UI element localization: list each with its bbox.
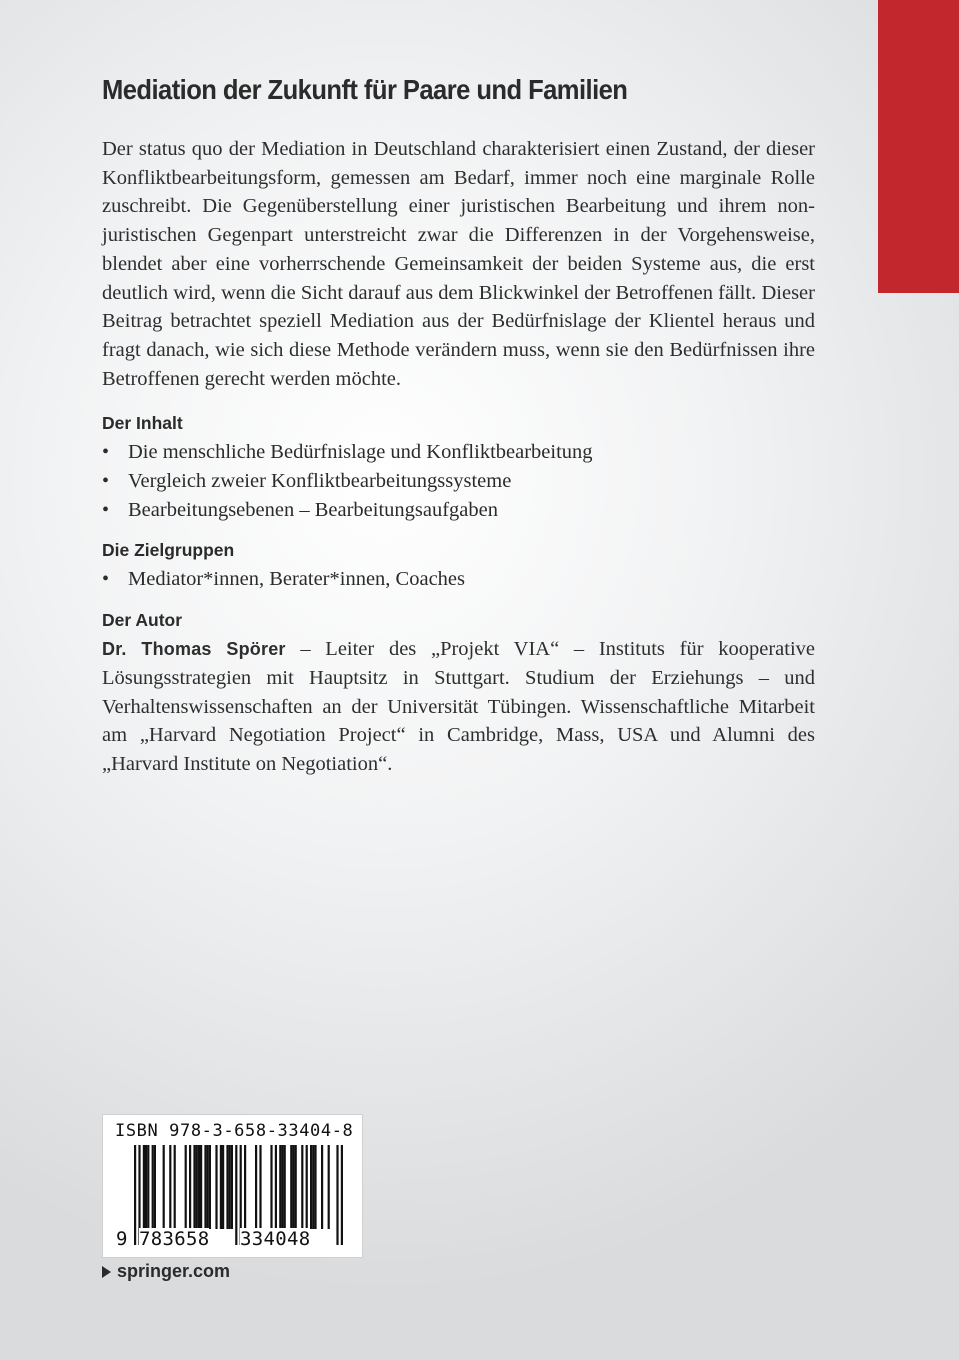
barcode-bar	[215, 1145, 217, 1229]
barcode-bar	[198, 1145, 200, 1229]
ean-left-group: 783658	[139, 1228, 210, 1250]
barcode-bar	[174, 1145, 176, 1229]
book-title: Mediation der Zukunft für Paare und Familien	[102, 74, 628, 105]
barcode-bar	[301, 1145, 303, 1229]
author-bio	[102, 635, 815, 779]
author-name: Dr. Thomas Spörer	[102, 639, 286, 660]
barcode-bar	[185, 1145, 187, 1229]
autor-heading: Der Autor	[102, 610, 183, 631]
author-bio-text: – Leiter des „Projekt VIA“ – Instituts für kooperative Lösungsstrategien mit Hauptsitz in Stuttgart. Studium der Erziehungs – und Verhaltenswissenschaften an der Universität Tübingen. Wissenschaftliche Mitarbeit am „Harvard Negotiation Project“ in Cambridge, Mass, USA und Alumni des „Harvard Institute on Negotiation“.	[102, 638, 815, 775]
zielgruppen-list	[102, 565, 815, 594]
barcode-bar	[255, 1145, 257, 1229]
barcode-bar	[279, 1145, 281, 1229]
barcode-bar	[220, 1145, 222, 1229]
barcode-bar	[306, 1145, 308, 1229]
barcode-bar	[145, 1145, 147, 1229]
list-item: • Mediator*innen, Berater*innen, Coaches	[102, 565, 815, 594]
barcode-bar	[189, 1145, 191, 1229]
bullet-icon: •	[102, 470, 110, 493]
barcode-bar	[207, 1145, 209, 1229]
barcode-bar	[244, 1145, 246, 1229]
barcode-bar	[312, 1145, 314, 1229]
barcode-bar	[275, 1145, 277, 1229]
barcode-bar	[154, 1145, 156, 1229]
barcode-bar	[222, 1145, 224, 1229]
inhalt-heading: Der Inhalt	[102, 413, 183, 434]
list-item: • Die menschliche Bedürfnislage und Konfliktbearbeitung	[102, 438, 815, 467]
barcode-bar	[209, 1145, 211, 1229]
book-description: Der status quo der Mediation in Deutschland charakterisiert einen Zustand, der dieser Konfliktbearbeitungsform, gemessen am Bedarf, immer noch eine marginale Rolle zuschreibt. Die Gegenüberstellung einer juristischen Bearbeitung und ihrem non-juristischen Gegenpart unterstreicht zwar die Differenzen in der Vorgehensweise, blendet aber eine vorherrschende Gemeinsamkeit der beiden Systeme aus, die erst deutlich wird, wenn die Sicht darauf aus dem Blickwinkel der Betroffenen fällt. Dieser Beitrag betrachtet speziell Mediation aus der Bedürfnislage der Klientel heraus und fragt danach, wie sich diese Methode verändern muss, wenn sie den Bedürfnissen ihre Betroffenen gerecht werden möchte.	[102, 138, 815, 390]
publisher-link-text: springer.com	[117, 1261, 231, 1281]
barcode-bar	[290, 1145, 292, 1229]
barcode-bar	[196, 1145, 198, 1229]
barcode-bar	[314, 1145, 316, 1229]
barcode-bar	[169, 1145, 171, 1229]
isbn-text: ISBN 978-3-658-33404-8	[115, 1121, 354, 1141]
barcode-bar	[284, 1145, 286, 1229]
ean-first-digit: 9	[116, 1228, 128, 1250]
ean-right-group: 334048	[240, 1228, 311, 1250]
list-item: • Vergleich zweier Konfliktbearbeitungssysteme	[102, 467, 815, 496]
list-item: • Bearbeitungsebenen – Bearbeitungsaufgaben	[102, 496, 815, 525]
barcode-bar	[163, 1145, 165, 1229]
ean-digits	[103, 1228, 362, 1252]
red-accent-band	[878, 0, 959, 293]
back-cover-content	[102, 70, 815, 779]
barcode-bar	[204, 1145, 206, 1229]
bullet-icon: •	[102, 498, 110, 521]
barcode-bar	[259, 1145, 261, 1229]
barcode-bar	[229, 1145, 231, 1229]
barcode-bar	[231, 1145, 233, 1229]
barcode-bar	[310, 1145, 312, 1229]
barcode-bar	[152, 1145, 154, 1229]
bullet-icon: •	[102, 568, 110, 591]
zielgruppen-heading: Die Zielgruppen	[102, 540, 235, 561]
bullet-icon: •	[102, 441, 110, 464]
barcode-bar	[200, 1145, 202, 1229]
barcode-bar	[321, 1145, 323, 1229]
inhalt-list	[102, 438, 815, 524]
barcode-bar	[193, 1145, 195, 1229]
barcode-bar	[143, 1145, 145, 1229]
barcode-bar	[147, 1145, 149, 1229]
barcode-bar	[328, 1145, 330, 1229]
barcode-bar	[270, 1145, 272, 1229]
barcode-bar	[295, 1145, 297, 1229]
isbn-barcode	[102, 1114, 363, 1258]
barcode-bar	[281, 1145, 283, 1229]
publisher-link[interactable]	[102, 1261, 230, 1282]
barcode-bar	[226, 1145, 228, 1229]
barcode-bar	[292, 1145, 294, 1229]
play-arrow-icon	[102, 1266, 111, 1278]
